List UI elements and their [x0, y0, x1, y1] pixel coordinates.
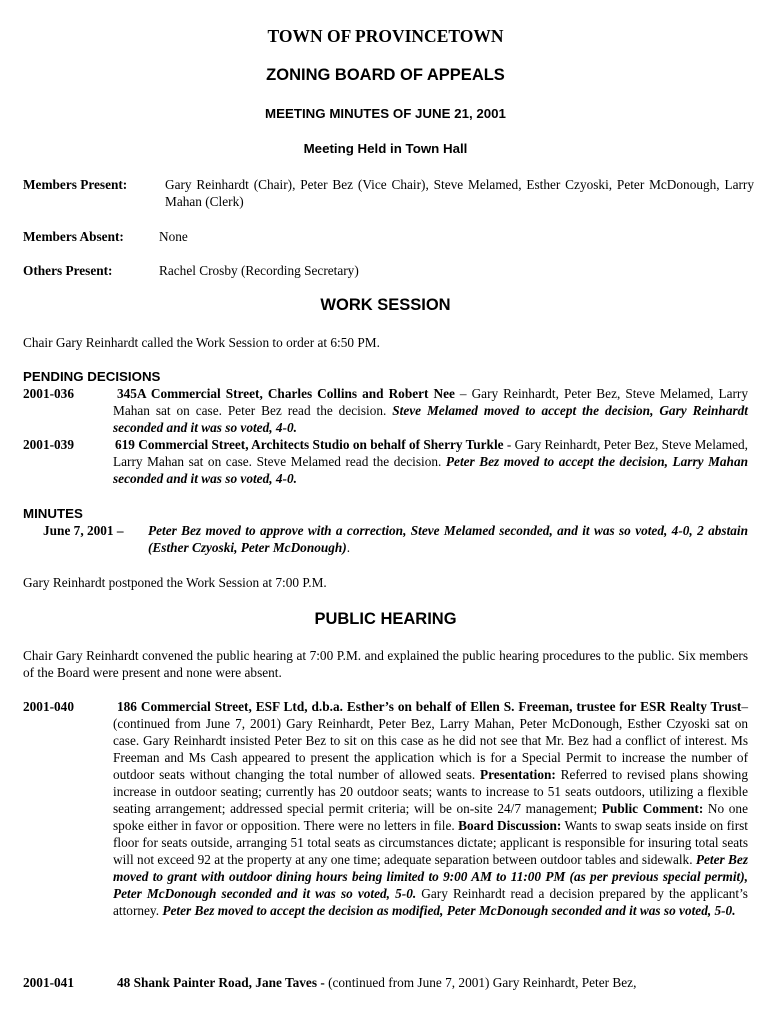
case-intro: – (continued from June 7, 2001) Gary Reinhardt, Peter Bez, Larry Mahan, Peter McDonough, Esther Czyoski sat on case. Gary Reinhardt insisted Peter Bez to sit on this case as he did not see that Mr. Bez had a conflict of interest. Ms Freeman and Ms Cash appeared to present the application which is for a Special Permit to increase the number of outdoor seats without changing the total number of allowed seats.: [113, 699, 748, 782]
case-motion-grant: Peter Bez moved to grant with outdoor dining hours being limited to 9:00 AM to 11:00 PM (as per previous special permit), Peter McDonough seconded and it was so voted, 5-0.: [113, 852, 748, 901]
case-text: (continued from June 7, 2001) Gary Reinhardt, Peter Bez,: [324, 975, 637, 990]
public-hearing-heading: PUBLIC HEARING: [314, 610, 457, 628]
case-number: 2001-040: [23, 699, 74, 714]
others-present-label: Others Present:: [23, 263, 113, 278]
case-text: – Gary Reinhardt, Peter Bez, Steve Melamed, Larry Mahan sat on case. Peter Bez read the decision.: [113, 386, 748, 418]
board-discussion-label: Board Discussion:: [458, 818, 562, 833]
case-title: 186 Commercial Street, ESF Ltd, d.b.a. Esther’s on behalf of Ellen S. Freeman, trustee for ESR Realty Trust: [117, 699, 742, 714]
public-hearing-opening: Chair Gary Reinhardt convened the public hearing at 7:00 P.M. and explained the public hearing procedures to the public. Six members of the Board were present and none were absent.: [23, 648, 748, 680]
work-session-heading: WORK SESSION: [320, 296, 451, 314]
case-title: 619 Commercial Street, Architects Studio on behalf of Sherry Turkle: [115, 437, 504, 452]
pending-decisions-heading: PENDING DECISIONS: [23, 369, 161, 384]
case-motion: Peter Bez moved to accept the decision, Larry Mahan seconded and it was so voted, 4-0.: [113, 454, 748, 486]
minutes-body: [148, 522, 748, 556]
minutes-title: MEETING MINUTES OF JUNE 21, 2001: [265, 106, 506, 121]
minutes-heading: MINUTES: [23, 506, 83, 521]
board-title: ZONING BOARD OF APPEALS: [266, 66, 505, 84]
public-comment-text: No one spoke either in favor or opposition. There were no letters in file.: [113, 801, 748, 833]
case-text: - Gary Reinhardt, Peter Bez, Steve Melamed, Larry Mahan sat on case. Steve Melamed read the decision.: [113, 437, 749, 469]
case-number: 2001-036: [23, 386, 74, 401]
minutes-date: June 7, 2001 –: [43, 523, 124, 538]
town-title: TOWN OF PROVINCETOWN: [267, 26, 504, 46]
members-absent-label: Members Absent:: [23, 229, 124, 244]
case-middle-text: Gary Reinhardt read a decision prepared by the applicant’s attorney.: [113, 886, 748, 918]
others-present-value: Rachel Crosby (Recording Secretary): [159, 263, 359, 278]
case-number: 2001-041: [23, 975, 74, 990]
members-absent-value: None: [159, 229, 188, 244]
case-title: 48 Shank Painter Road, Jane Taves -: [117, 975, 325, 990]
meeting-location: Meeting Held in Town Hall: [303, 141, 468, 156]
members-present-label: Members Present:: [23, 177, 128, 192]
work-session-closing: Gary Reinhardt postponed the Work Session at 7:00 P.M.: [23, 575, 327, 590]
minutes-end: .: [346, 540, 351, 555]
public-comment-label: Public Comment:: [601, 801, 704, 816]
members-present-value: Gary Reinhardt (Chair), Peter Bez (Vice Chair), Steve Melamed, Esther Czyoski, Peter McDonough, Larry Mahan (Clerk): [165, 177, 754, 209]
case-title: 345A Commercial Street, Charles Collins and Robert Nee: [117, 386, 455, 401]
case-body: [113, 698, 748, 919]
case-motion-accept: Peter Bez moved to accept the decision as modified, Peter McDonough seconded and it was so voted, 5-0.: [162, 903, 736, 918]
board-discussion-text: Wants to swap seats inside on first floor for seats outside, arranging 51 total seats as circumstances dictate; applicant is responsible for insuring total seats will not exceed 92 at the property at any one time; adequate separation between outdoor tables and sidewalk.: [113, 818, 749, 867]
presentation-label: Presentation:: [479, 767, 556, 782]
minutes-motion: Peter Bez moved to approve with a correction, Steve Melamed seconded, and it was so voted, 4-0, 2 abstain (Esther Czyoski, Peter McDonough): [148, 523, 748, 555]
case-body: [113, 436, 748, 487]
case-number: 2001-039: [23, 437, 74, 452]
presentation-text: Referred to revised plans showing increase in outdoor seating; currently has 20 outdoor seats; wants to increase to 51 seats outdoors, utilizing a flexible seating arrangement; addressed special permit criteria; will be on-site 24/7 management;: [113, 767, 748, 816]
work-session-opening: Chair Gary Reinhardt called the Work Session to order at 6:50 PM.: [23, 335, 380, 350]
case-motion: Steve Melamed moved to accept the decision, Gary Reinhardt seconded and it was so voted, 4-0.: [113, 403, 748, 435]
case-body: [113, 385, 748, 436]
case-body: [113, 974, 748, 991]
